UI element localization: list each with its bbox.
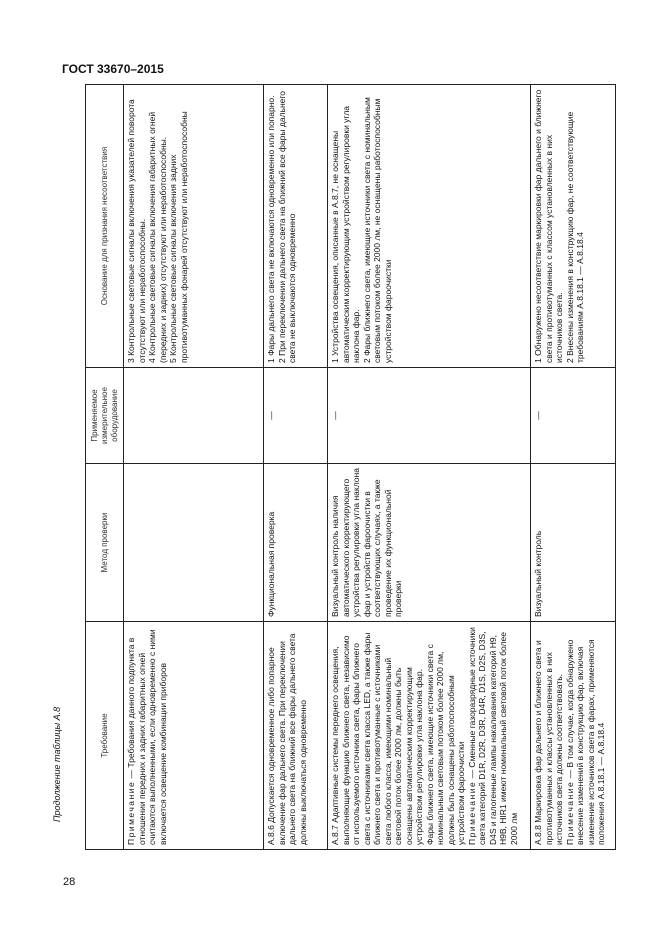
method-cell [124, 464, 264, 622]
header-equipment: Применяемое измерительное оборудование [86, 368, 124, 464]
nonconformity-item: 1 Обнаружено несоответствие маркировки фар дальнего и ближнего света и противотуманных с классом установленных в них источников света. [533, 89, 564, 363]
nonconformity-item: 1 Фары дальнего света не включаются одновременно или попарно. [266, 95, 276, 363]
method-cell: Визуальный контроль наличия автоматического корректирующего устройства регулировки угла наклона фар и устройств фароочистки в соответствующих случаях, а также проведение их функциональной проверки [328, 464, 531, 622]
table-caption: Продолжение таблицы А.8 [52, 706, 62, 822]
table-row [264, 85, 328, 850]
header-nonconformity: Основание для признания несоответствия [86, 85, 124, 368]
nonconformity-item: 5 Контрольные световые сигналы включения задних противотуманных фонарей отсутствуют или неработоспособны [168, 111, 189, 363]
equipment-cell: — [531, 368, 616, 464]
method-cell: Функциональная проверка [264, 464, 328, 622]
requirement-note [126, 626, 168, 845]
nonconformity-cell [531, 85, 616, 368]
requirement-cell [124, 622, 264, 850]
note-text: — Сменные газоразрядные источники света категорий D1R, D2R, D3R, D4R, D1S, D2S, D3S, D4S и галогенные лампы накаливания категорий Н9, Н9В, HIR1 имеют номинальный световой поток более 2000 лм [466, 627, 519, 845]
table-row [531, 85, 616, 850]
note-text: — В том случае, когда обнаружено внесение изменений в конструкцию фар, включая изменение источников света в фарах, применяются положения А.8.18.1 — А.8.18.4 [564, 639, 606, 845]
header-requirement: Требование [86, 622, 124, 850]
nonconformity-item: 2 При переключении дальнего света на ближний все фары дальнего света не выключаются одновременно [276, 90, 297, 363]
nonconformity-item: 2 Фары ближнего света, имеющие источники света с номинальным световым потоком более 2000 лм, не оснащены работоспособным устройством фароочистки [361, 97, 393, 363]
rotated-table-wrapper [85, 85, 615, 850]
equipment-cell [124, 368, 264, 464]
header-method: Метод проверки [86, 464, 124, 622]
requirement-note [565, 626, 607, 845]
requirement-text: А.8.7 Адаптивные системы переднего освещения, выполняющие функцию ближнего света, независимо от используемого источника света, фары ближнего света с источниками света класса LED, а также фары ближнего света и противотуманные с источниками света любого класса, имеющими номинальный световой поток более 2000 лм, должны быть оснащены автоматическим корректирующим устройством регулировки угла наклона фар. [330, 632, 424, 845]
table-row [124, 85, 264, 850]
nonconformity-cell [264, 85, 328, 368]
nonconformity-cell [124, 85, 264, 368]
document-code: ГОСТ 33670–2015 [62, 62, 164, 76]
equipment-cell: — [328, 368, 531, 464]
note-label: Примечание [466, 780, 477, 845]
requirement-text: Фары ближнего света, имеющие источники света с номинальным световым потоком более 2000 лм, должны быть оснащены работоспособным устройством фароочистки [424, 644, 466, 845]
table-row [328, 85, 531, 850]
requirement-text: А.8.6 Допускается одновременное либо попарное включение фар дальнего света. При переключении дальнего света на ближний все фары дальнего света должны выключаться одновременно [266, 633, 308, 845]
note-label: Примечание [126, 780, 136, 845]
method-cell: Визуальный контроль [531, 464, 616, 622]
nonconformity-item: 3 Контрольные световые сигналы включения указателей поворота отсутствуют или неработоспособны. [126, 99, 147, 363]
equipment-cell: — [264, 368, 328, 464]
note-text: — Требования данного подпункта в отношении передних и задних габаритных огней считаются выполненными, если одновременно с ними включается освещение комбинации приборов [126, 629, 168, 845]
header-row [86, 85, 124, 850]
requirement-cell [328, 622, 531, 850]
requirement-cell [264, 622, 328, 850]
requirement-text: А.8.8 Маркировка фар дальнего и ближнего света и противотуманных и классы установленных в них источников света должны соответствовать. [533, 640, 564, 845]
nonconformity-cell [328, 85, 531, 368]
requirement-note [467, 626, 520, 845]
requirements-table [85, 84, 616, 850]
nonconformity-item: 2 Внесены изменения в конструкцию фар, не соответствующие требованиям А.8.18.1 — А.8.18.4 [564, 111, 585, 363]
page-number: 28 [63, 876, 76, 888]
requirement-cell [531, 622, 616, 850]
nonconformity-item: 1 Устройства освещения, описанные в А.8.7, не оснащены автоматическим корректирующим устройством регулировки угла наклона фар. [330, 105, 361, 363]
note-label: Примечание [564, 780, 575, 845]
nonconformity-item: 4 Контрольные световые сигналы включения габаритных огней (передних и задних) отсутствуют или неработоспособны. [147, 111, 168, 363]
